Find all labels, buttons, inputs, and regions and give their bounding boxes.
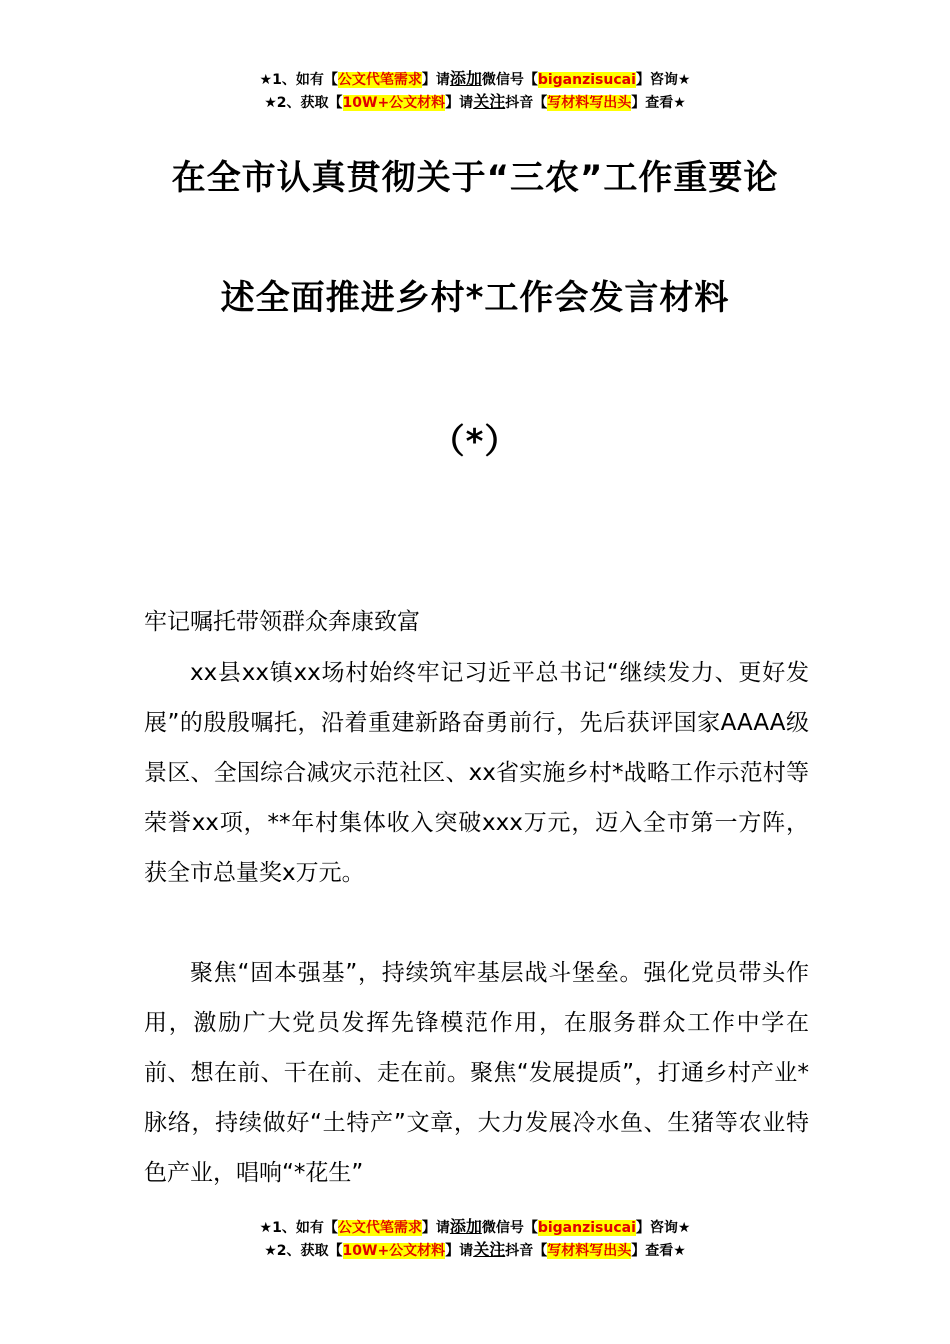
document-title-line-2: 述全面推进乡村*工作会发言材料	[220, 278, 730, 318]
body-paragraph-1: xx县xx镇xx场村始终牢记习近平总书记“继续发力、更好发展”的殷殷嘱托，沿着重建新路奋勇前行，先后获评国家AAAA级景区、全国综合减灾示范社区、xx省实施乡村*战略工作示范村等荣誉xx项，**年村集体收入突破xxx万元，迈入全市第一方阵，获全市总量奖x万元。	[144, 660, 809, 886]
promo-line-1: ★1、如有【公文代笔需求】请添加微信号【biganzisucai】咨询★	[259, 1217, 691, 1236]
douyin-account: 写材料写出头	[547, 1243, 632, 1259]
promo-highlight: 公文代笔需求	[337, 1220, 422, 1236]
wechat-id: biganzisucai	[537, 72, 636, 88]
promo-banner-bottom	[0, 1216, 950, 1262]
promo-banner-top	[0, 68, 950, 114]
douyin-account: 写材料写出头	[547, 95, 632, 111]
promo-line-2: ★2、获取【10W+公文材料】请关注抖音【写材料写出头】查看★	[264, 1240, 686, 1259]
promo-highlight: 10W+公文材料	[342, 1243, 446, 1259]
promo-highlight: 公文代笔需求	[337, 72, 422, 88]
promo-line-2: ★2、获取【10W+公文材料】请关注抖音【写材料写出头】查看★	[264, 92, 686, 111]
document-title-line-3: （*）	[430, 422, 520, 462]
promo-line-1: ★1、如有【公文代笔需求】请添加微信号【biganzisucai】咨询★	[259, 69, 691, 88]
section-subheading: 牢记嘱托带领群众奔康致富	[144, 609, 420, 635]
wechat-id: biganzisucai	[537, 1220, 636, 1236]
body-paragraph-2: 聚焦“固本强基”，持续筑牢基层战斗堡垒。强化党员带头作用，激励广大党员发挥先锋模范作用，在服务群众工作中学在前、想在前、干在前、走在前。聚焦“发展提质”，打通乡村产业*脉络，持续做好“土特产”文章，大力发展冷水鱼、生猪等农业特色产业，唱响“*花生”	[144, 960, 809, 1186]
promo-highlight: 10W+公文材料	[342, 95, 446, 111]
document-title-line-1: 在全市认真贯彻关于“三农”工作重要论	[171, 158, 779, 198]
